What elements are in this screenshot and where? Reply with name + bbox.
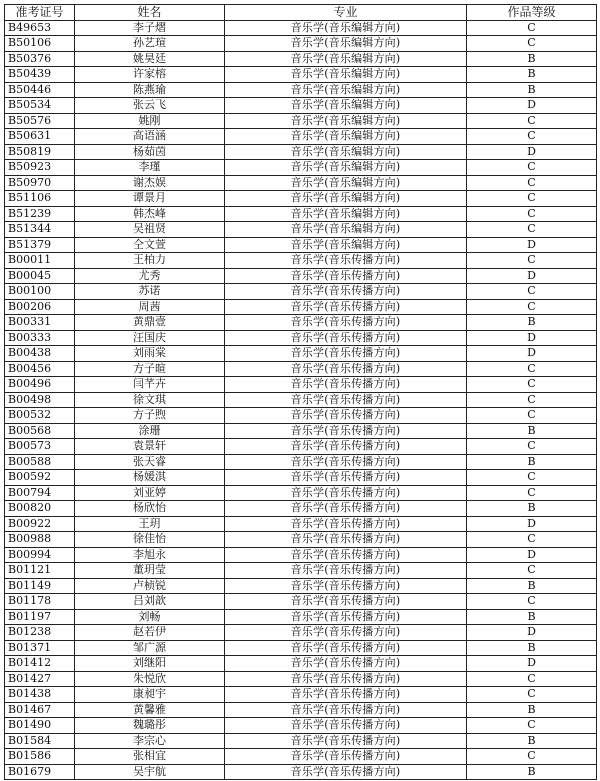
major-cell: 音乐学(音乐传播方向) xyxy=(225,640,467,656)
grade-cell: C xyxy=(467,470,597,486)
major-cell: 音乐学(音乐传播方向) xyxy=(225,268,467,284)
table-body xyxy=(5,20,597,780)
name-cell: 康昶宇 xyxy=(75,687,225,703)
name-cell: 王柏力 xyxy=(75,253,225,269)
grade-cell: D xyxy=(467,656,597,672)
name-cell: 孙艺瑄 xyxy=(75,36,225,52)
exam-id-cell: B50923 xyxy=(5,160,75,176)
exam-id-cell: B01584 xyxy=(5,733,75,749)
grade-cell: C xyxy=(467,532,597,548)
grade-cell: B xyxy=(467,82,597,98)
exam-id-cell: B01178 xyxy=(5,594,75,610)
table-row xyxy=(5,361,597,377)
exam-id-cell: B00532 xyxy=(5,408,75,424)
major-cell: 音乐学(音乐传播方向) xyxy=(225,485,467,501)
grade-cell: D xyxy=(467,547,597,563)
exam-id-cell: B51379 xyxy=(5,237,75,253)
table-row xyxy=(5,346,597,362)
name-cell: 姚昊廷 xyxy=(75,51,225,67)
name-cell: 周茜 xyxy=(75,299,225,315)
table-row xyxy=(5,36,597,52)
name-cell: 方子煦 xyxy=(75,408,225,424)
grade-cell: B xyxy=(467,454,597,470)
name-cell: 杨欣怡 xyxy=(75,501,225,517)
table-row xyxy=(5,733,597,749)
major-cell: 音乐学(音乐传播方向) xyxy=(225,377,467,393)
exam-id-cell: B00794 xyxy=(5,485,75,501)
table-row xyxy=(5,284,597,300)
name-cell: 李子熠 xyxy=(75,20,225,36)
exam-id-cell: B50106 xyxy=(5,36,75,52)
major-cell: 音乐学(音乐传播方向) xyxy=(225,408,467,424)
table-row xyxy=(5,764,597,780)
exam-id-cell: B00045 xyxy=(5,268,75,284)
name-cell: 闫芊卉 xyxy=(75,377,225,393)
grade-cell: B xyxy=(467,315,597,331)
grade-cell: C xyxy=(467,20,597,36)
major-cell: 音乐学(音乐传播方向) xyxy=(225,609,467,625)
table-row xyxy=(5,640,597,656)
table-row xyxy=(5,687,597,703)
exam-id-cell: B01586 xyxy=(5,749,75,765)
name-cell: 赵若伊 xyxy=(75,625,225,641)
grade-cell: B xyxy=(467,51,597,67)
name-cell: 李旭永 xyxy=(75,547,225,563)
table-row xyxy=(5,749,597,765)
grade-cell: C xyxy=(467,222,597,238)
grade-cell: C xyxy=(467,687,597,703)
table-row xyxy=(5,299,597,315)
major-cell: 音乐学(音乐编辑方向) xyxy=(225,36,467,52)
name-cell: 许家榕 xyxy=(75,67,225,83)
major-cell: 音乐学(音乐传播方向) xyxy=(225,578,467,594)
exam-id-cell: B50534 xyxy=(5,98,75,114)
header-grade: 作品等级 xyxy=(467,5,597,21)
table-row xyxy=(5,439,597,455)
exam-id-cell: B01371 xyxy=(5,640,75,656)
table-row xyxy=(5,175,597,191)
name-cell: 谭景月 xyxy=(75,191,225,207)
exam-id-cell: B51344 xyxy=(5,222,75,238)
major-cell: 音乐学(音乐编辑方向) xyxy=(225,191,467,207)
grade-cell: B xyxy=(467,640,597,656)
name-cell: 张天睿 xyxy=(75,454,225,470)
major-cell: 音乐学(音乐传播方向) xyxy=(225,671,467,687)
grade-cell: C xyxy=(467,749,597,765)
name-cell: 张相宜 xyxy=(75,749,225,765)
grade-cell: C xyxy=(467,671,597,687)
exam-id-cell: B50970 xyxy=(5,175,75,191)
table-row xyxy=(5,51,597,67)
table-row xyxy=(5,485,597,501)
name-cell: 朱悦欣 xyxy=(75,671,225,687)
exam-id-cell: B00988 xyxy=(5,532,75,548)
major-cell: 音乐学(音乐传播方向) xyxy=(225,423,467,439)
major-cell: 音乐学(音乐编辑方向) xyxy=(225,160,467,176)
grade-cell: B xyxy=(467,501,597,517)
exam-id-cell: B01467 xyxy=(5,702,75,718)
major-cell: 音乐学(音乐编辑方向) xyxy=(225,98,467,114)
table-row xyxy=(5,656,597,672)
grade-cell: B xyxy=(467,578,597,594)
name-cell: 邹广源 xyxy=(75,640,225,656)
name-cell: 韩杰峰 xyxy=(75,206,225,222)
grade-cell: B xyxy=(467,733,597,749)
grade-cell: C xyxy=(467,439,597,455)
exam-id-cell: B00568 xyxy=(5,423,75,439)
table-row xyxy=(5,609,597,625)
exam-id-cell: B50376 xyxy=(5,51,75,67)
table-row xyxy=(5,377,597,393)
name-cell: 谢杰娱 xyxy=(75,175,225,191)
exam-id-cell: B00333 xyxy=(5,330,75,346)
exam-id-cell: B50631 xyxy=(5,129,75,145)
exam-id-cell: B00438 xyxy=(5,346,75,362)
major-cell: 音乐学(音乐编辑方向) xyxy=(225,51,467,67)
name-cell: 陈燕瑜 xyxy=(75,82,225,98)
table-row xyxy=(5,532,597,548)
table-row xyxy=(5,67,597,83)
table-row xyxy=(5,718,597,734)
grade-cell: C xyxy=(467,594,597,610)
exam-id-cell: B51239 xyxy=(5,206,75,222)
grade-cell: C xyxy=(467,113,597,129)
exam-id-cell: B00206 xyxy=(5,299,75,315)
grade-cell: C xyxy=(467,36,597,52)
name-cell: 吕刘歆 xyxy=(75,594,225,610)
grade-cell: C xyxy=(467,408,597,424)
name-cell: 徐文琪 xyxy=(75,392,225,408)
exam-id-cell: B00498 xyxy=(5,392,75,408)
table-row xyxy=(5,129,597,145)
name-cell: 吴祖贤 xyxy=(75,222,225,238)
major-cell: 音乐学(音乐传播方向) xyxy=(225,439,467,455)
table-row xyxy=(5,501,597,517)
grade-cell: D xyxy=(467,346,597,362)
name-cell: 魏璐彤 xyxy=(75,718,225,734)
exam-id-cell: B00331 xyxy=(5,315,75,331)
name-cell: 刘雨棠 xyxy=(75,346,225,362)
name-cell: 汪国庆 xyxy=(75,330,225,346)
major-cell: 音乐学(音乐传播方向) xyxy=(225,470,467,486)
exam-id-cell: B01438 xyxy=(5,687,75,703)
table-row xyxy=(5,20,597,36)
major-cell: 音乐学(音乐传播方向) xyxy=(225,501,467,517)
header-exam-id: 准考证号 xyxy=(5,5,75,21)
name-cell: 刘亚婷 xyxy=(75,485,225,501)
name-cell: 杨媛淇 xyxy=(75,470,225,486)
exam-id-cell: B51106 xyxy=(5,191,75,207)
major-cell: 音乐学(音乐编辑方向) xyxy=(225,222,467,238)
exam-id-cell: B00573 xyxy=(5,439,75,455)
grade-cell: C xyxy=(467,392,597,408)
grade-cell: C xyxy=(467,253,597,269)
table-row xyxy=(5,516,597,532)
grade-cell: B xyxy=(467,67,597,83)
major-cell: 音乐学(音乐编辑方向) xyxy=(225,20,467,36)
name-cell: 张云飞 xyxy=(75,98,225,114)
major-cell: 音乐学(音乐传播方向) xyxy=(225,516,467,532)
exam-id-cell: B00922 xyxy=(5,516,75,532)
table-row xyxy=(5,594,597,610)
exam-id-cell: B01238 xyxy=(5,625,75,641)
name-cell: 刘继阳 xyxy=(75,656,225,672)
grade-cell: B xyxy=(467,702,597,718)
grade-cell: C xyxy=(467,299,597,315)
table-row xyxy=(5,222,597,238)
grade-cell: C xyxy=(467,718,597,734)
table-row xyxy=(5,206,597,222)
grade-cell: C xyxy=(467,563,597,579)
grade-cell: C xyxy=(467,485,597,501)
major-cell: 音乐学(音乐传播方向) xyxy=(225,625,467,641)
exam-id-cell: B01197 xyxy=(5,609,75,625)
table-row xyxy=(5,392,597,408)
major-cell: 音乐学(音乐传播方向) xyxy=(225,454,467,470)
name-cell: 黄鼎壹 xyxy=(75,315,225,331)
grade-cell: C xyxy=(467,284,597,300)
grade-cell: C xyxy=(467,377,597,393)
major-cell: 音乐学(音乐传播方向) xyxy=(225,749,467,765)
table-row xyxy=(5,268,597,284)
table-row xyxy=(5,702,597,718)
table-row xyxy=(5,563,597,579)
major-cell: 音乐学(音乐传播方向) xyxy=(225,253,467,269)
exam-id-cell: B50446 xyxy=(5,82,75,98)
table-header xyxy=(5,5,597,21)
name-cell: 高语涵 xyxy=(75,129,225,145)
major-cell: 音乐学(音乐编辑方向) xyxy=(225,144,467,160)
table-row xyxy=(5,98,597,114)
grade-cell: D xyxy=(467,330,597,346)
grade-cell: D xyxy=(467,625,597,641)
major-cell: 音乐学(音乐编辑方向) xyxy=(225,67,467,83)
table-row xyxy=(5,237,597,253)
table-row xyxy=(5,191,597,207)
table-row xyxy=(5,82,597,98)
table-row xyxy=(5,253,597,269)
name-cell: 李瑾 xyxy=(75,160,225,176)
major-cell: 音乐学(音乐传播方向) xyxy=(225,594,467,610)
major-cell: 音乐学(音乐传播方向) xyxy=(225,656,467,672)
major-cell: 音乐学(音乐传播方向) xyxy=(225,687,467,703)
table-row xyxy=(5,470,597,486)
name-cell: 姚刚 xyxy=(75,113,225,129)
exam-id-cell: B00592 xyxy=(5,470,75,486)
table-row xyxy=(5,330,597,346)
major-cell: 音乐学(音乐编辑方向) xyxy=(225,175,467,191)
exam-id-cell: B00456 xyxy=(5,361,75,377)
name-cell: 徐佳怡 xyxy=(75,532,225,548)
grade-cell: C xyxy=(467,361,597,377)
name-cell: 苏诺 xyxy=(75,284,225,300)
table-row xyxy=(5,423,597,439)
header-major: 专业 xyxy=(225,5,467,21)
exam-id-cell: B00011 xyxy=(5,253,75,269)
results-sheet xyxy=(4,4,596,780)
major-cell: 音乐学(音乐传播方向) xyxy=(225,361,467,377)
major-cell: 音乐学(音乐传播方向) xyxy=(225,733,467,749)
table-row xyxy=(5,315,597,331)
name-cell: 尤秀 xyxy=(75,268,225,284)
table-row xyxy=(5,671,597,687)
table-row xyxy=(5,578,597,594)
table-row xyxy=(5,454,597,470)
major-cell: 音乐学(音乐传播方向) xyxy=(225,284,467,300)
exam-id-cell: B01412 xyxy=(5,656,75,672)
name-cell: 卢桢锐 xyxy=(75,578,225,594)
major-cell: 音乐学(音乐传播方向) xyxy=(225,392,467,408)
major-cell: 音乐学(音乐编辑方向) xyxy=(225,206,467,222)
name-cell: 吴宇航 xyxy=(75,764,225,780)
major-cell: 音乐学(音乐传播方向) xyxy=(225,330,467,346)
major-cell: 音乐学(音乐传播方向) xyxy=(225,315,467,331)
name-cell: 袁景轩 xyxy=(75,439,225,455)
exam-id-cell: B50576 xyxy=(5,113,75,129)
table-row xyxy=(5,144,597,160)
grade-cell: B xyxy=(467,609,597,625)
header-name: 姓名 xyxy=(75,5,225,21)
grade-cell: D xyxy=(467,268,597,284)
exam-id-cell: B49653 xyxy=(5,20,75,36)
name-cell: 董玥莹 xyxy=(75,563,225,579)
exam-id-cell: B00100 xyxy=(5,284,75,300)
results-table xyxy=(4,4,597,780)
name-cell: 王玥 xyxy=(75,516,225,532)
major-cell: 音乐学(音乐传播方向) xyxy=(225,702,467,718)
table-row xyxy=(5,160,597,176)
grade-cell: C xyxy=(467,160,597,176)
name-cell: 仝文萱 xyxy=(75,237,225,253)
name-cell: 刘畅 xyxy=(75,609,225,625)
major-cell: 音乐学(音乐传播方向) xyxy=(225,547,467,563)
major-cell: 音乐学(音乐传播方向) xyxy=(225,718,467,734)
major-cell: 音乐学(音乐传播方向) xyxy=(225,346,467,362)
major-cell: 音乐学(音乐编辑方向) xyxy=(225,113,467,129)
header-row xyxy=(5,5,597,21)
major-cell: 音乐学(音乐编辑方向) xyxy=(225,82,467,98)
name-cell: 杨茹茵 xyxy=(75,144,225,160)
major-cell: 音乐学(音乐传播方向) xyxy=(225,532,467,548)
exam-id-cell: B00496 xyxy=(5,377,75,393)
table-row xyxy=(5,625,597,641)
name-cell: 李宗心 xyxy=(75,733,225,749)
table-row xyxy=(5,547,597,563)
exam-id-cell: B00588 xyxy=(5,454,75,470)
grade-cell: C xyxy=(467,191,597,207)
grade-cell: C xyxy=(467,206,597,222)
grade-cell: D xyxy=(467,144,597,160)
major-cell: 音乐学(音乐编辑方向) xyxy=(225,129,467,145)
exam-id-cell: B01149 xyxy=(5,578,75,594)
grade-cell: D xyxy=(467,516,597,532)
grade-cell: D xyxy=(467,98,597,114)
name-cell: 涂珊 xyxy=(75,423,225,439)
exam-id-cell: B01679 xyxy=(5,764,75,780)
grade-cell: C xyxy=(467,175,597,191)
table-row xyxy=(5,408,597,424)
grade-cell: C xyxy=(467,129,597,145)
name-cell: 黄馨雅 xyxy=(75,702,225,718)
grade-cell: B xyxy=(467,423,597,439)
exam-id-cell: B50819 xyxy=(5,144,75,160)
grade-cell: B xyxy=(467,764,597,780)
grade-cell: D xyxy=(467,237,597,253)
exam-id-cell: B01121 xyxy=(5,563,75,579)
exam-id-cell: B00994 xyxy=(5,547,75,563)
name-cell: 方子暄 xyxy=(75,361,225,377)
major-cell: 音乐学(音乐编辑方向) xyxy=(225,237,467,253)
exam-id-cell: B01490 xyxy=(5,718,75,734)
major-cell: 音乐学(音乐传播方向) xyxy=(225,299,467,315)
exam-id-cell: B50439 xyxy=(5,67,75,83)
table-row xyxy=(5,113,597,129)
major-cell: 音乐学(音乐传播方向) xyxy=(225,764,467,780)
major-cell: 音乐学(音乐传播方向) xyxy=(225,563,467,579)
exam-id-cell: B01427 xyxy=(5,671,75,687)
exam-id-cell: B00820 xyxy=(5,501,75,517)
